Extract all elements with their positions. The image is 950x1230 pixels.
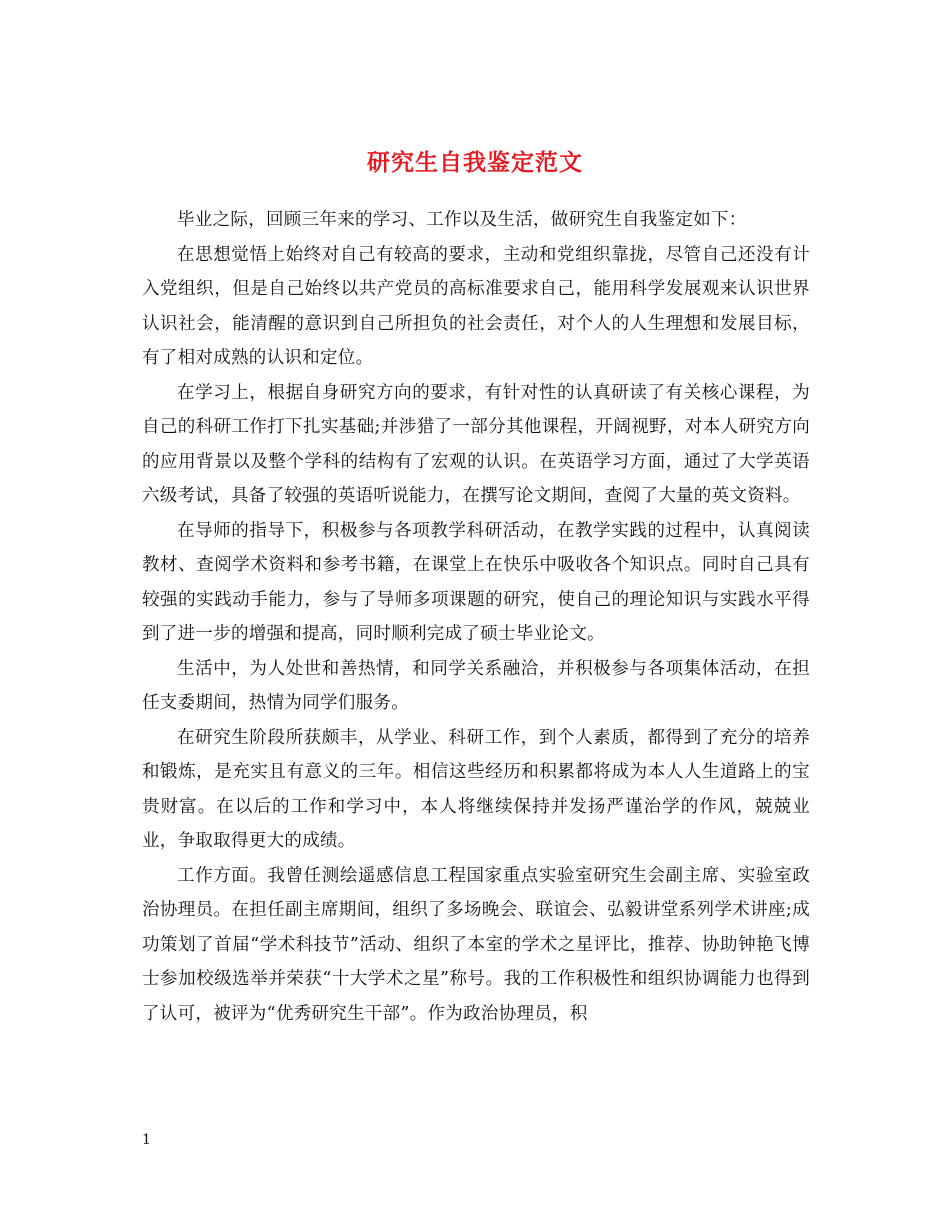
paragraph-intro: 毕业之际，回顾三年来的学习、工作以及生活，做研究生自我鉴定如下： bbox=[177, 210, 747, 230]
document-title: 研究生自我鉴定范文 bbox=[367, 149, 583, 177]
page-number: 1 bbox=[142, 1132, 151, 1148]
paragraph-work: 工作方面。我曾任测绘遥感信息工程国家重点实验室研究生会副主席、实验室政治协理员。在担任副主席期间，组织了多场晚会、联谊会、弘毅讲堂系列学术讲座;成功策划了首届“学术科技节”活动、组织了本室的学术之星评比，推荐、协助钟艳飞博士参加校级选举并荣获“十大学术之星”称号。我的工作积极性和组织协调能力也得到了认可，被评为“优秀研究生干部”。作为政治协理员，积 bbox=[142, 865, 810, 1024]
document-body bbox=[142, 203, 810, 1031]
paragraph-life: 生活中，为人处世和善热情，和同学关系融洽，并积极参与各项集体活动，在担任支委期间，热情为同学们服务。 bbox=[142, 658, 810, 713]
paragraph-study: 在学习上，根据自身研究方向的要求，有针对性的认真研读了有关核心课程，为自己的科研工作打下扎实基础;并涉猎了一部分其他课程，开阔视野，对本人研究方向的应用背景以及整个学科的结构有了宏观的认识。在英语学习方面，通过了大学英语六级考试，具备了较强的英语听说能力，在撰写论文期间，查阅了大量的英文资料。 bbox=[142, 382, 810, 506]
paragraph-ideology: 在思想觉悟上始终对自己有较高的要求，主动和党组织靠拢，尽管自己还没有计入党组织，但是自己始终以共产党员的高标准要求自己，能用科学发展观来认识世界认识社会，能清醒的意识到自己所担负的社会责任，对个人的人生理想和发展目标，有了相对成熟的认识和定位。 bbox=[142, 244, 810, 368]
paragraph-summary: 在研究生阶段所获颇丰，从学业、科研工作，到个人素质，都得到了充分的培养和锻炼，是充实且有意义的三年。相信这些经历和积累都将成为本人人生道路上的宝贵财富。在以后的工作和学习中，本人将继续保持并发扬严谨治学的作风，兢兢业业，争取取得更大的成绩。 bbox=[142, 727, 810, 851]
paragraph-research: 在导师的指导下，积极参与各项教学科研活动，在教学实践的过程中，认真阅读教材、查阅学术资料和参考书籍，在课堂上在快乐中吸收各个知识点。同时自己具有较强的实践动手能力，参与了导师多项课题的研究，使自己的理论知识与实践水平得到了进一步的增强和提高，同时顺利完成了硕士毕业论文。 bbox=[142, 520, 810, 644]
